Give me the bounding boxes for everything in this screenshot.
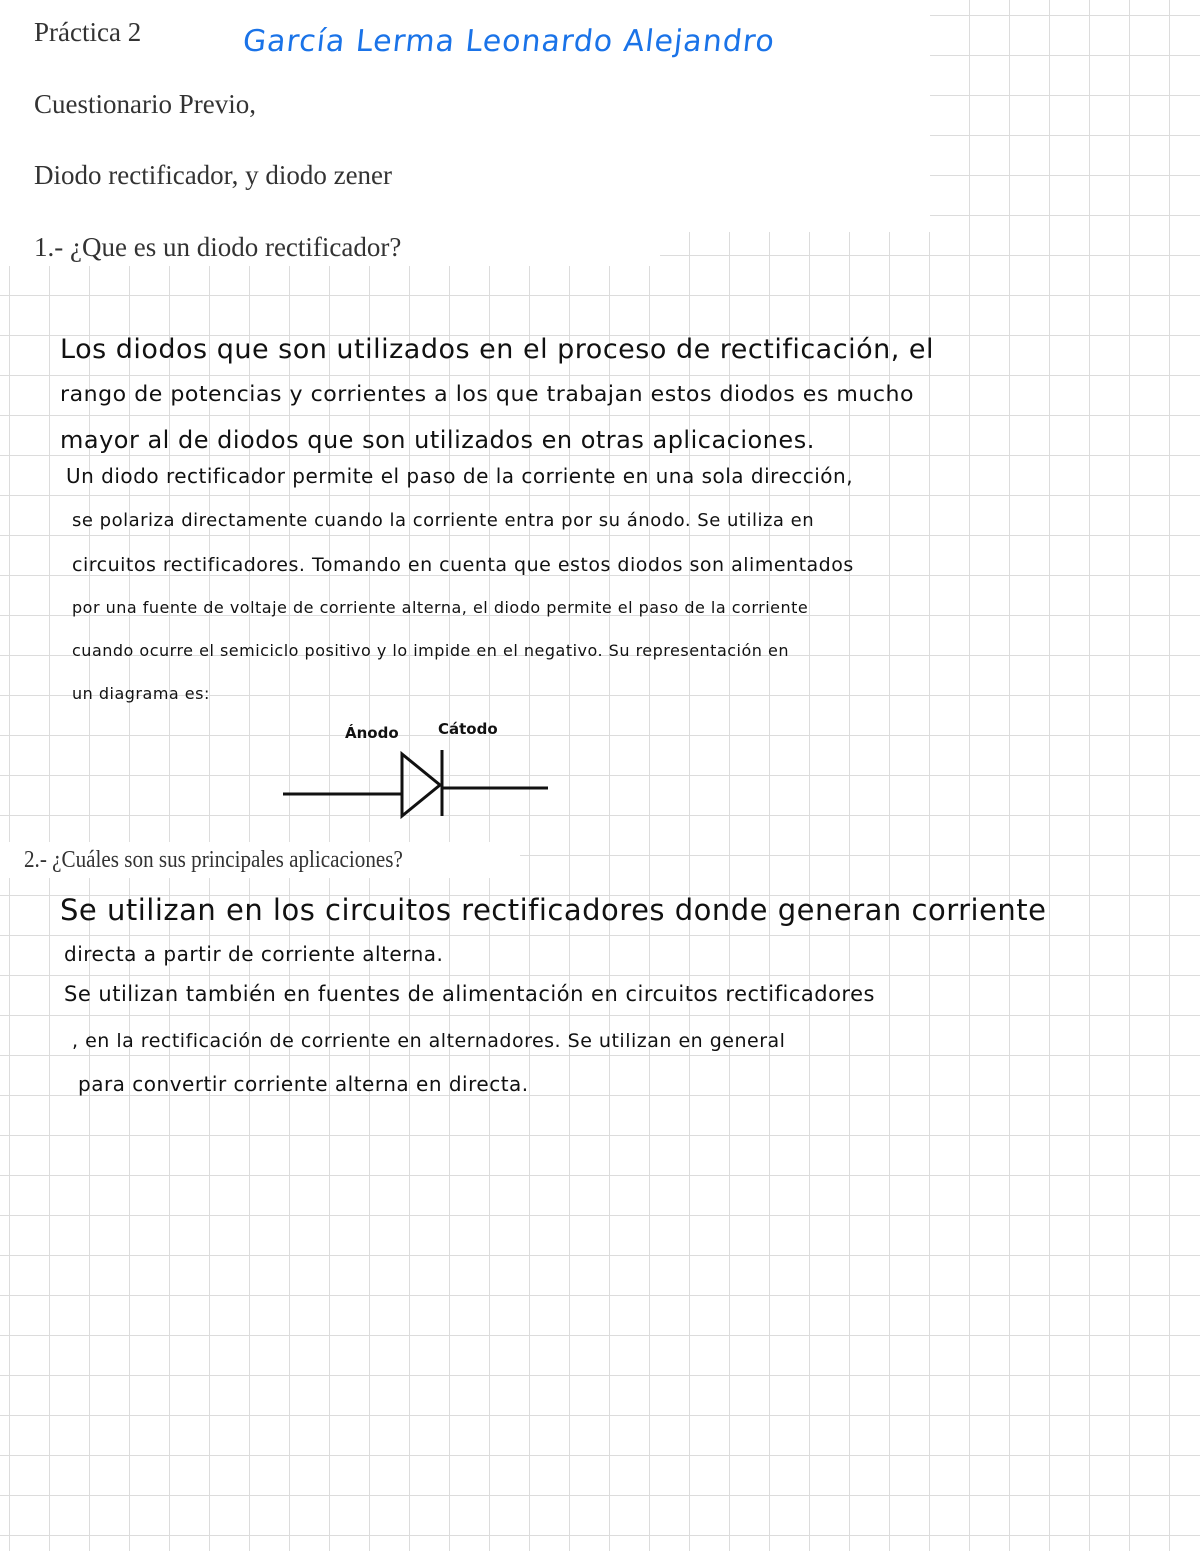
answer-1-line: mayor al de diodos que son utilizados en otras aplicaciones.: [60, 426, 815, 454]
answer-2-line: Se utilizan también en fuentes de alimentación en circuitos rectificadores: [64, 982, 875, 1006]
diode-symbol: [280, 718, 555, 823]
answer-2-line: directa a partir de corriente alterna.: [64, 942, 444, 966]
answer-1-line: un diagrama es:: [72, 684, 210, 703]
answer-1-line: cuando ocurre el semiciclo positivo y lo impide en el negativo. Su representación en: [72, 641, 789, 660]
anode-label: Ánodo: [345, 724, 399, 742]
diode-triangle: [402, 754, 440, 816]
answer-2-line: para convertir corriente alterna en directa.: [78, 1072, 529, 1096]
practice-title: Práctica 2: [34, 17, 142, 47]
answer-1-line: se polariza directamente cuando la corriente entra por su ánodo. Se utiliza en: [72, 510, 815, 531]
answer-1-line: circuitos rectificadores. Tomando en cuenta que estos diodos son alimentados: [72, 554, 854, 576]
topic-heading: Diodo rectificador, y diodo zener: [34, 160, 393, 190]
answer-1-line: rango de potencias y corrientes a los que trabajan estos diodos es mucho: [60, 382, 915, 406]
question-2: 2.- ¿Cuáles son sus principales aplicaciones?: [24, 847, 403, 873]
cathode-label: Cátodo: [438, 720, 498, 738]
answer-1-line: Un diodo rectificador permite el paso de la corriente en una sola dirección,: [66, 464, 854, 488]
answer-1-line: por una fuente de voltaje de corriente alterna, el diodo permite el paso de la corriente: [72, 598, 809, 617]
student-name: García Lerma Leonardo Alejandro: [241, 24, 777, 59]
answer-2-line: , en la rectificación de corriente en alternadores. Se utilizan en general: [72, 1030, 786, 1052]
questionnaire-subtitle: Cuestionario Previo,: [34, 89, 256, 119]
diode-diagram: [280, 718, 555, 823]
question-1: 1.- ¿Que es un diodo rectificador?: [34, 232, 402, 262]
answer-2-line: Se utilizan en los circuitos rectificadores donde generan corriente: [60, 893, 1047, 927]
answer-1-line: Los diodos que son utilizados en el proceso de rectificación, el: [60, 334, 934, 365]
